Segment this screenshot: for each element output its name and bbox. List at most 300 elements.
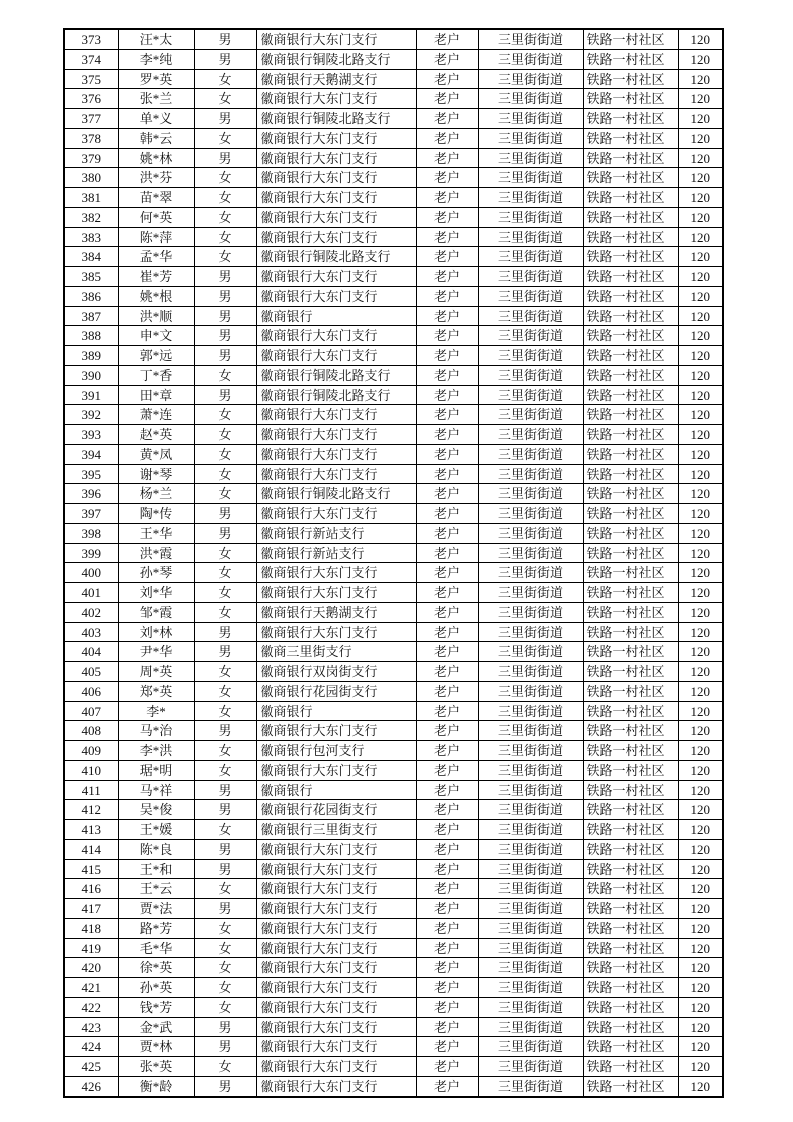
community-cell: 铁路一村社区 <box>583 721 678 741</box>
bank-branch-cell: 徽商银行铜陵北路支行 <box>256 49 416 69</box>
bank-branch-cell: 徽商银行大东门支行 <box>256 918 416 938</box>
masked-name-cell: 崔*芳 <box>118 267 194 287</box>
gender-cell: 女 <box>194 760 256 780</box>
gender-cell: 女 <box>194 879 256 899</box>
serial-number-cell: 396 <box>64 484 118 504</box>
bank-branch-cell: 徽商银行新站支行 <box>256 523 416 543</box>
community-cell: 铁路一村社区 <box>583 899 678 919</box>
amount-cell: 120 <box>678 1037 723 1057</box>
street-cell: 三里街街道 <box>478 306 583 326</box>
masked-name-cell: 丁*香 <box>118 365 194 385</box>
masked-name-cell: 贾*林 <box>118 1037 194 1057</box>
masked-name-cell: 衡*龄 <box>118 1076 194 1097</box>
table-row <box>64 109 723 129</box>
gender-cell: 女 <box>194 425 256 445</box>
bank-branch-cell: 徽商银行大东门支行 <box>256 464 416 484</box>
community-cell: 铁路一村社区 <box>583 918 678 938</box>
serial-number-cell: 377 <box>64 109 118 129</box>
community-cell: 铁路一村社区 <box>583 701 678 721</box>
community-cell: 铁路一村社区 <box>583 859 678 879</box>
household-type-cell: 老户 <box>416 326 478 346</box>
table-row <box>64 543 723 563</box>
gender-cell: 女 <box>194 701 256 721</box>
street-cell: 三里街街道 <box>478 365 583 385</box>
amount-cell: 120 <box>678 543 723 563</box>
table-row <box>64 188 723 208</box>
community-cell: 铁路一村社区 <box>583 760 678 780</box>
community-cell: 铁路一村社区 <box>583 978 678 998</box>
community-cell: 铁路一村社区 <box>583 247 678 267</box>
household-type-cell: 老户 <box>416 583 478 603</box>
household-type-cell: 老户 <box>416 109 478 129</box>
amount-cell: 120 <box>678 69 723 89</box>
masked-name-cell: 周*英 <box>118 662 194 682</box>
street-cell: 三里街街道 <box>478 642 583 662</box>
amount-cell: 120 <box>678 425 723 445</box>
table-row <box>64 681 723 701</box>
masked-name-cell: 吴*俊 <box>118 800 194 820</box>
serial-number-cell: 394 <box>64 444 118 464</box>
street-cell: 三里街街道 <box>478 1017 583 1037</box>
bank-branch-cell: 徽商银行大东门支行 <box>256 583 416 603</box>
household-type-cell: 老户 <box>416 918 478 938</box>
household-type-cell: 老户 <box>416 306 478 326</box>
amount-cell: 120 <box>678 859 723 879</box>
amount-cell: 120 <box>678 385 723 405</box>
table-row <box>64 346 723 366</box>
serial-number-cell: 399 <box>64 543 118 563</box>
community-cell: 铁路一村社区 <box>583 839 678 859</box>
gender-cell: 男 <box>194 839 256 859</box>
community-cell: 铁路一村社区 <box>583 1076 678 1097</box>
bank-branch-cell: 徽商银行 <box>256 306 416 326</box>
household-type-cell: 老户 <box>416 346 478 366</box>
household-type-cell: 老户 <box>416 741 478 761</box>
serial-number-cell: 404 <box>64 642 118 662</box>
serial-number-cell: 373 <box>64 29 118 49</box>
community-cell: 铁路一村社区 <box>583 602 678 622</box>
household-type-cell: 老户 <box>416 267 478 287</box>
gender-cell: 女 <box>194 918 256 938</box>
masked-name-cell: 尹*华 <box>118 642 194 662</box>
bank-branch-cell: 徽商银行铜陵北路支行 <box>256 365 416 385</box>
household-type-cell: 老户 <box>416 286 478 306</box>
street-cell: 三里街街道 <box>478 879 583 899</box>
bank-branch-cell: 徽商银行大东门支行 <box>256 978 416 998</box>
community-cell: 铁路一村社区 <box>583 662 678 682</box>
amount-cell: 120 <box>678 899 723 919</box>
table-row <box>64 247 723 267</box>
serial-number-cell: 415 <box>64 859 118 879</box>
community-cell: 铁路一村社区 <box>583 622 678 642</box>
gender-cell: 男 <box>194 504 256 524</box>
masked-name-cell: 郑*英 <box>118 681 194 701</box>
masked-name-cell: 贾*法 <box>118 899 194 919</box>
street-cell: 三里街街道 <box>478 1037 583 1057</box>
street-cell: 三里街街道 <box>478 918 583 938</box>
table-row <box>64 662 723 682</box>
table-body <box>64 29 723 1097</box>
community-cell: 铁路一村社区 <box>583 207 678 227</box>
table-row <box>64 800 723 820</box>
amount-cell: 120 <box>678 1017 723 1037</box>
amount-cell: 120 <box>678 286 723 306</box>
serial-number-cell: 414 <box>64 839 118 859</box>
street-cell: 三里街街道 <box>478 69 583 89</box>
community-cell: 铁路一村社区 <box>583 405 678 425</box>
amount-cell: 120 <box>678 839 723 859</box>
amount-cell: 120 <box>678 1076 723 1097</box>
street-cell: 三里街街道 <box>478 148 583 168</box>
table-row <box>64 938 723 958</box>
serial-number-cell: 385 <box>64 267 118 287</box>
bank-branch-cell: 徽商银行大东门支行 <box>256 1076 416 1097</box>
household-type-cell: 老户 <box>416 425 478 445</box>
street-cell: 三里街街道 <box>478 188 583 208</box>
masked-name-cell: 钱*芳 <box>118 997 194 1017</box>
table-row <box>64 760 723 780</box>
street-cell: 三里街街道 <box>478 800 583 820</box>
household-type-cell: 老户 <box>416 622 478 642</box>
serial-number-cell: 401 <box>64 583 118 603</box>
serial-number-cell: 426 <box>64 1076 118 1097</box>
masked-name-cell: 李* <box>118 701 194 721</box>
bank-branch-cell: 徽商银行花园街支行 <box>256 681 416 701</box>
household-type-cell: 老户 <box>416 1017 478 1037</box>
community-cell: 铁路一村社区 <box>583 1037 678 1057</box>
amount-cell: 120 <box>678 622 723 642</box>
table-row <box>64 958 723 978</box>
table-row <box>64 997 723 1017</box>
amount-cell: 120 <box>678 227 723 247</box>
amount-cell: 120 <box>678 168 723 188</box>
gender-cell: 女 <box>194 543 256 563</box>
table-row <box>64 642 723 662</box>
household-type-cell: 老户 <box>416 484 478 504</box>
street-cell: 三里街街道 <box>478 29 583 49</box>
household-type-cell: 老户 <box>416 29 478 49</box>
amount-cell: 120 <box>678 820 723 840</box>
serial-number-cell: 381 <box>64 188 118 208</box>
masked-name-cell: 王*华 <box>118 523 194 543</box>
household-type-cell: 老户 <box>416 365 478 385</box>
amount-cell: 120 <box>678 662 723 682</box>
masked-name-cell: 孙*英 <box>118 978 194 998</box>
community-cell: 铁路一村社区 <box>583 464 678 484</box>
gender-cell: 女 <box>194 997 256 1017</box>
masked-name-cell: 孟*华 <box>118 247 194 267</box>
table-row <box>64 286 723 306</box>
bank-branch-cell: 徽商银行天鹅湖支行 <box>256 602 416 622</box>
bank-branch-cell: 徽商银行大东门支行 <box>256 563 416 583</box>
household-type-cell: 老户 <box>416 405 478 425</box>
masked-name-cell: 刘*华 <box>118 583 194 603</box>
gender-cell: 男 <box>194 899 256 919</box>
street-cell: 三里街街道 <box>478 405 583 425</box>
amount-cell: 120 <box>678 800 723 820</box>
street-cell: 三里街街道 <box>478 859 583 879</box>
serial-number-cell: 374 <box>64 49 118 69</box>
household-type-cell: 老户 <box>416 662 478 682</box>
table-row <box>64 148 723 168</box>
bank-branch-cell: 徽商银行大东门支行 <box>256 958 416 978</box>
bank-branch-cell: 徽商银行天鹅湖支行 <box>256 69 416 89</box>
street-cell: 三里街街道 <box>478 938 583 958</box>
street-cell: 三里街街道 <box>478 1076 583 1097</box>
masked-name-cell: 田*章 <box>118 385 194 405</box>
household-type-cell: 老户 <box>416 1057 478 1077</box>
household-type-cell: 老户 <box>416 760 478 780</box>
amount-cell: 120 <box>678 681 723 701</box>
bank-branch-cell: 徽商银行包河支行 <box>256 741 416 761</box>
bank-branch-cell: 徽商银行大东门支行 <box>256 148 416 168</box>
gender-cell: 男 <box>194 49 256 69</box>
serial-number-cell: 413 <box>64 820 118 840</box>
bank-branch-cell: 徽商银行大东门支行 <box>256 405 416 425</box>
gender-cell: 男 <box>194 721 256 741</box>
table-row <box>64 879 723 899</box>
street-cell: 三里街街道 <box>478 760 583 780</box>
amount-cell: 120 <box>678 642 723 662</box>
street-cell: 三里街街道 <box>478 227 583 247</box>
gender-cell: 男 <box>194 286 256 306</box>
bank-branch-cell: 徽商银行三里街支行 <box>256 820 416 840</box>
table-row <box>64 622 723 642</box>
amount-cell: 120 <box>678 89 723 109</box>
serial-number-cell: 407 <box>64 701 118 721</box>
amount-cell: 120 <box>678 444 723 464</box>
bank-branch-cell: 徽商银行大东门支行 <box>256 721 416 741</box>
amount-cell: 120 <box>678 879 723 899</box>
amount-cell: 120 <box>678 780 723 800</box>
household-type-cell: 老户 <box>416 69 478 89</box>
masked-name-cell: 陈*良 <box>118 839 194 859</box>
serial-number-cell: 423 <box>64 1017 118 1037</box>
bank-branch-cell: 徽商银行大东门支行 <box>256 326 416 346</box>
serial-number-cell: 389 <box>64 346 118 366</box>
masked-name-cell: 陶*传 <box>118 504 194 524</box>
masked-name-cell: 马*治 <box>118 721 194 741</box>
community-cell: 铁路一村社区 <box>583 49 678 69</box>
household-type-cell: 老户 <box>416 49 478 69</box>
amount-cell: 120 <box>678 701 723 721</box>
gender-cell: 女 <box>194 602 256 622</box>
bank-branch-cell: 徽商银行大东门支行 <box>256 879 416 899</box>
household-type-cell: 老户 <box>416 148 478 168</box>
masked-name-cell: 马*祥 <box>118 780 194 800</box>
community-cell: 铁路一村社区 <box>583 1017 678 1037</box>
masked-name-cell: 杨*兰 <box>118 484 194 504</box>
gender-cell: 女 <box>194 89 256 109</box>
community-cell: 铁路一村社区 <box>583 958 678 978</box>
serial-number-cell: 392 <box>64 405 118 425</box>
amount-cell: 120 <box>678 938 723 958</box>
amount-cell: 120 <box>678 346 723 366</box>
masked-name-cell: 徐*英 <box>118 958 194 978</box>
amount-cell: 120 <box>678 504 723 524</box>
household-type-cell: 老户 <box>416 464 478 484</box>
community-cell: 铁路一村社区 <box>583 484 678 504</box>
masked-name-cell: 赵*英 <box>118 425 194 445</box>
table-row <box>64 602 723 622</box>
household-type-cell: 老户 <box>416 642 478 662</box>
bank-branch-cell: 徽商银行大东门支行 <box>256 444 416 464</box>
amount-cell: 120 <box>678 306 723 326</box>
serial-number-cell: 409 <box>64 741 118 761</box>
bank-branch-cell: 徽商银行花园街支行 <box>256 800 416 820</box>
amount-cell: 120 <box>678 29 723 49</box>
masked-name-cell: 罗*英 <box>118 69 194 89</box>
gender-cell: 女 <box>194 227 256 247</box>
serial-number-cell: 408 <box>64 721 118 741</box>
serial-number-cell: 421 <box>64 978 118 998</box>
household-type-cell: 老户 <box>416 978 478 998</box>
amount-cell: 120 <box>678 721 723 741</box>
serial-number-cell: 391 <box>64 385 118 405</box>
serial-number-cell: 403 <box>64 622 118 642</box>
amount-cell: 120 <box>678 326 723 346</box>
household-type-cell: 老户 <box>416 227 478 247</box>
bank-branch-cell: 徽商银行大东门支行 <box>256 938 416 958</box>
gender-cell: 男 <box>194 859 256 879</box>
bank-branch-cell: 徽商银行铜陵北路支行 <box>256 109 416 129</box>
serial-number-cell: 425 <box>64 1057 118 1077</box>
gender-cell: 女 <box>194 405 256 425</box>
masked-name-cell: 单*义 <box>118 109 194 129</box>
serial-number-cell: 383 <box>64 227 118 247</box>
serial-number-cell: 378 <box>64 128 118 148</box>
table-row <box>64 405 723 425</box>
bank-branch-cell: 徽商银行大东门支行 <box>256 128 416 148</box>
gender-cell: 男 <box>194 385 256 405</box>
masked-name-cell: 路*芳 <box>118 918 194 938</box>
masked-name-cell: 洪*芬 <box>118 168 194 188</box>
street-cell: 三里街街道 <box>478 958 583 978</box>
serial-number-cell: 400 <box>64 563 118 583</box>
amount-cell: 120 <box>678 602 723 622</box>
amount-cell: 120 <box>678 109 723 129</box>
gender-cell: 女 <box>194 69 256 89</box>
table-row <box>64 484 723 504</box>
bank-branch-cell: 徽商银行大东门支行 <box>256 267 416 287</box>
bank-branch-cell: 徽商银行大东门支行 <box>256 1057 416 1077</box>
community-cell: 铁路一村社区 <box>583 69 678 89</box>
street-cell: 三里街街道 <box>478 741 583 761</box>
serial-number-cell: 380 <box>64 168 118 188</box>
table-row <box>64 978 723 998</box>
masked-name-cell: 韩*云 <box>118 128 194 148</box>
amount-cell: 120 <box>678 148 723 168</box>
gender-cell: 女 <box>194 1057 256 1077</box>
beneficiary-table <box>63 28 724 1098</box>
household-type-cell: 老户 <box>416 800 478 820</box>
masked-name-cell: 黄*凤 <box>118 444 194 464</box>
table-row <box>64 128 723 148</box>
serial-number-cell: 395 <box>64 464 118 484</box>
amount-cell: 120 <box>678 128 723 148</box>
bank-branch-cell: 徽商银行大东门支行 <box>256 899 416 919</box>
street-cell: 三里街街道 <box>478 583 583 603</box>
community-cell: 铁路一村社区 <box>583 800 678 820</box>
bank-branch-cell: 徽商银行大东门支行 <box>256 859 416 879</box>
table-row <box>64 168 723 188</box>
street-cell: 三里街街道 <box>478 602 583 622</box>
bank-branch-cell: 徽商银行大东门支行 <box>256 188 416 208</box>
serial-number-cell: 390 <box>64 365 118 385</box>
street-cell: 三里街街道 <box>478 128 583 148</box>
street-cell: 三里街街道 <box>478 780 583 800</box>
street-cell: 三里街街道 <box>478 247 583 267</box>
table-row <box>64 1017 723 1037</box>
masked-name-cell: 洪*霞 <box>118 543 194 563</box>
gender-cell: 男 <box>194 109 256 129</box>
community-cell: 铁路一村社区 <box>583 681 678 701</box>
household-type-cell: 老户 <box>416 1076 478 1097</box>
household-type-cell: 老户 <box>416 602 478 622</box>
amount-cell: 120 <box>678 247 723 267</box>
amount-cell: 120 <box>678 583 723 603</box>
gender-cell: 女 <box>194 464 256 484</box>
gender-cell: 男 <box>194 642 256 662</box>
table-row <box>64 89 723 109</box>
serial-number-cell: 398 <box>64 523 118 543</box>
table-row <box>64 207 723 227</box>
amount-cell: 120 <box>678 1057 723 1077</box>
household-type-cell: 老户 <box>416 899 478 919</box>
bank-branch-cell: 徽商银行大东门支行 <box>256 286 416 306</box>
bank-branch-cell: 徽商银行大东门支行 <box>256 29 416 49</box>
table-row <box>64 859 723 879</box>
gender-cell: 男 <box>194 523 256 543</box>
household-type-cell: 老户 <box>416 780 478 800</box>
community-cell: 铁路一村社区 <box>583 188 678 208</box>
street-cell: 三里街街道 <box>478 168 583 188</box>
serial-number-cell: 420 <box>64 958 118 978</box>
gender-cell: 女 <box>194 365 256 385</box>
gender-cell: 男 <box>194 800 256 820</box>
table-row <box>64 69 723 89</box>
street-cell: 三里街街道 <box>478 1057 583 1077</box>
serial-number-cell: 397 <box>64 504 118 524</box>
bank-branch-cell: 徽商银行大东门支行 <box>256 997 416 1017</box>
masked-name-cell: 郭*远 <box>118 346 194 366</box>
community-cell: 铁路一村社区 <box>583 543 678 563</box>
serial-number-cell: 418 <box>64 918 118 938</box>
serial-number-cell: 384 <box>64 247 118 267</box>
table-row <box>64 504 723 524</box>
gender-cell: 男 <box>194 1076 256 1097</box>
community-cell: 铁路一村社区 <box>583 741 678 761</box>
community-cell: 铁路一村社区 <box>583 879 678 899</box>
table-row <box>64 563 723 583</box>
masked-name-cell: 何*英 <box>118 207 194 227</box>
bank-branch-cell: 徽商银行大东门支行 <box>256 227 416 247</box>
community-cell: 铁路一村社区 <box>583 780 678 800</box>
amount-cell: 120 <box>678 760 723 780</box>
table-row <box>64 1057 723 1077</box>
street-cell: 三里街街道 <box>478 286 583 306</box>
table-row <box>64 227 723 247</box>
serial-number-cell: 388 <box>64 326 118 346</box>
serial-number-cell: 379 <box>64 148 118 168</box>
table-row <box>64 1037 723 1057</box>
masked-name-cell: 谢*琴 <box>118 464 194 484</box>
household-type-cell: 老户 <box>416 563 478 583</box>
bank-branch-cell: 徽商银行大东门支行 <box>256 622 416 642</box>
masked-name-cell: 孙*琴 <box>118 563 194 583</box>
gender-cell: 女 <box>194 662 256 682</box>
table-row <box>64 267 723 287</box>
